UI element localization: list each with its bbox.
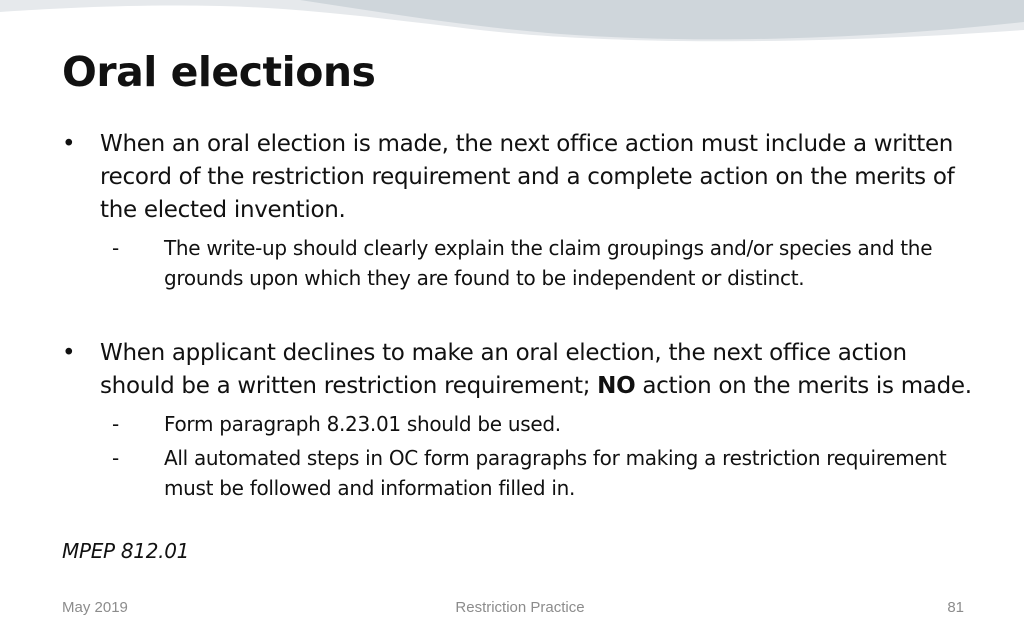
sub-bullet-symbol: - bbox=[112, 412, 119, 436]
bullet-text: When an oral election is made, the next office action must include a written record of the restriction requirement and a complete action on the merits of the elected invention. bbox=[100, 131, 955, 223]
sub-bullet-item bbox=[62, 443, 982, 503]
sub-bullet-text: All automated steps in OC form paragraphs for making a restriction requirement must be followed and information filled in. bbox=[164, 446, 947, 500]
emphasis-no: NO bbox=[597, 373, 636, 399]
bullet-symbol: • bbox=[62, 340, 76, 366]
footer-date: May 2019 bbox=[62, 599, 128, 616]
bullet-text: When applicant declines to make an oral election, the next office action should be a written restriction requirement; NO action on the merits is made. bbox=[100, 340, 972, 399]
sub-bullet-text: The write-up should clearly explain the claim groupings and/or species and the grounds upon which they are found to be independent or distinct. bbox=[164, 236, 933, 290]
sub-bullet-symbol: - bbox=[112, 446, 119, 470]
slide-title: Oral elections bbox=[62, 48, 376, 96]
page-number: 81 bbox=[947, 599, 964, 616]
slide-content bbox=[62, 128, 982, 503]
header-wave-decoration bbox=[0, 0, 1024, 48]
citation: MPEP 812.01 bbox=[62, 539, 190, 563]
bullet-symbol: • bbox=[62, 131, 76, 157]
sub-bullet-symbol: - bbox=[112, 236, 119, 260]
sub-bullet-item bbox=[62, 233, 982, 293]
bullet-item bbox=[62, 128, 982, 227]
sub-bullet-item bbox=[62, 409, 982, 439]
bullet-item bbox=[62, 337, 982, 403]
sub-bullet-text: Form paragraph 8.23.01 should be used. bbox=[164, 412, 561, 436]
footer-title: Restriction Practice bbox=[455, 599, 585, 616]
